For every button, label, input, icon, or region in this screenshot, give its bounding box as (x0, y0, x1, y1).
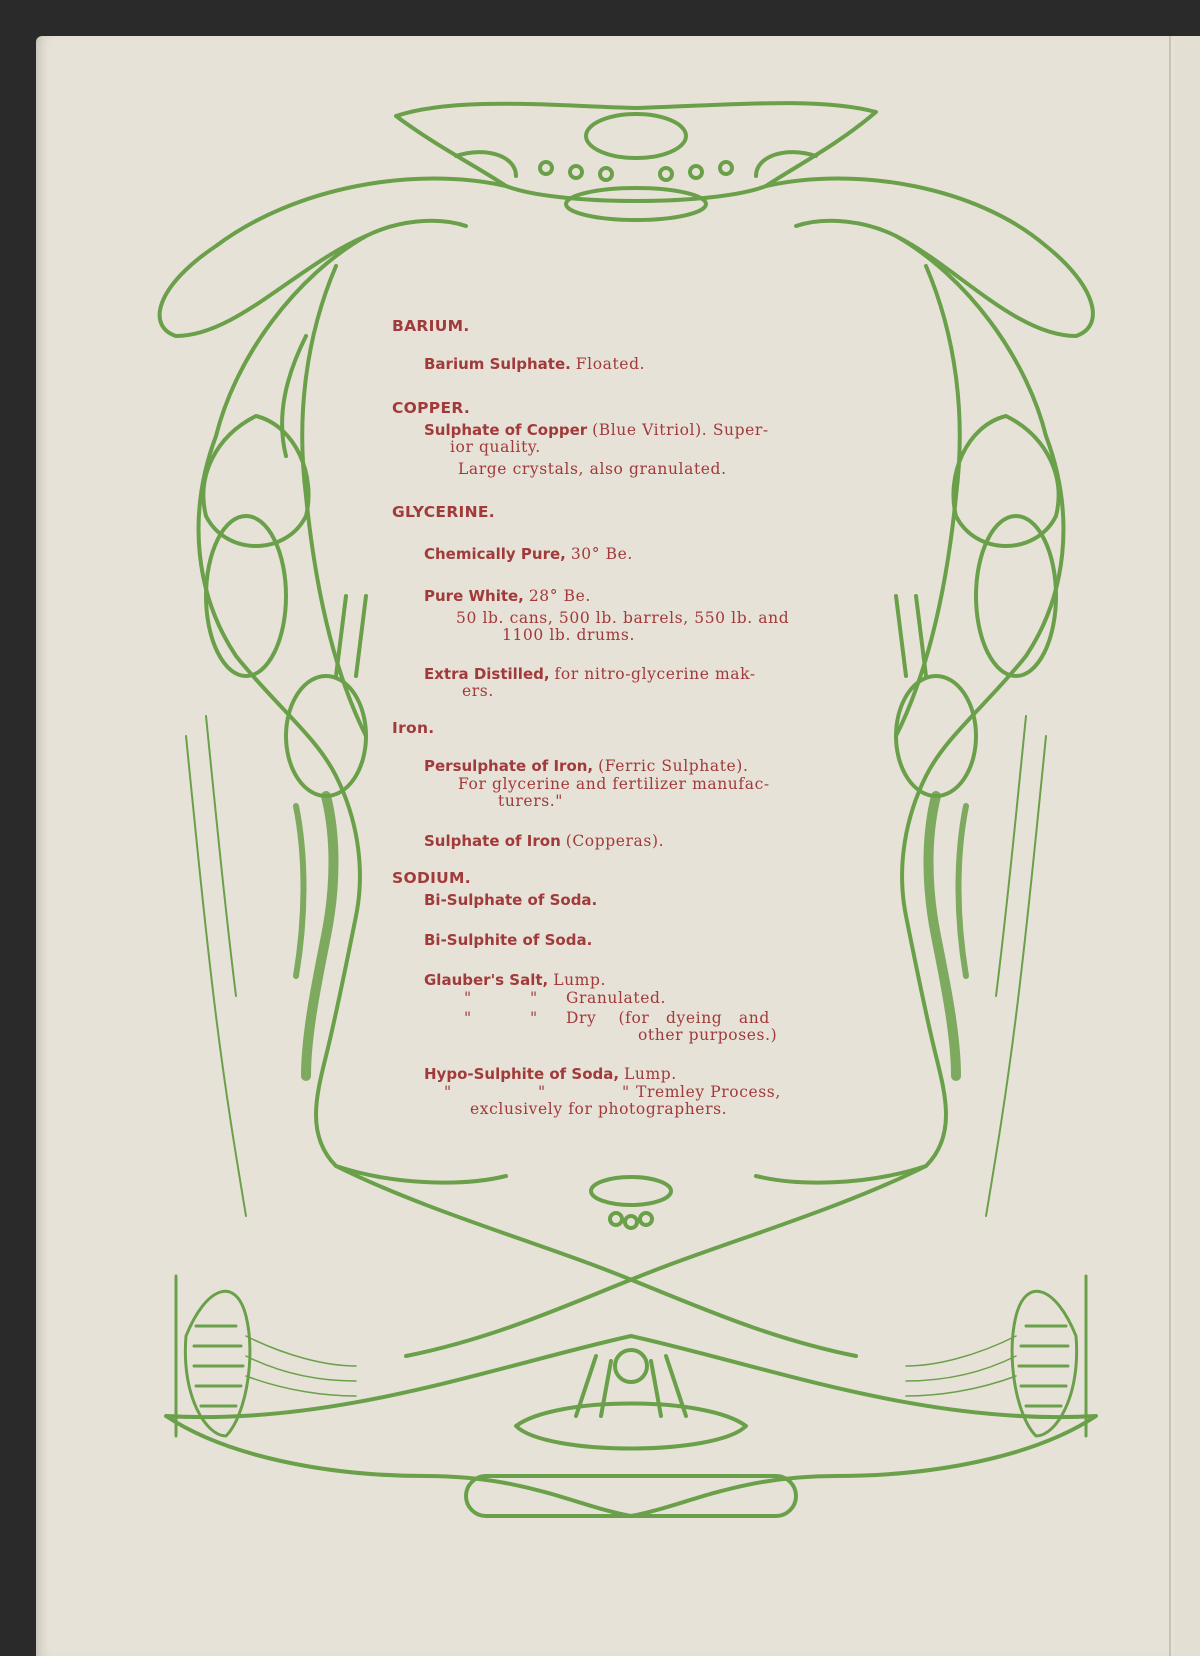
ditto-mark: " (464, 1009, 472, 1027)
chemically-pure-item (424, 546, 633, 563)
item-desc-line: Large crystals, also granulated. (458, 460, 727, 478)
item-desc: (Blue Vitriol). Super- (592, 421, 769, 439)
item-name: Persulphate of Iron, (424, 757, 594, 775)
item-desc: 30° Be. (570, 545, 633, 563)
item-desc-line: 50 lb. cans, 500 lb. barrels, 550 lb. and (456, 609, 790, 627)
item-desc-line: exclusively for photographers. (470, 1100, 728, 1118)
section-heading-barium: BARIUM. (392, 317, 470, 335)
item-name: Pure White, (424, 587, 524, 605)
ditto-mark: " (530, 989, 538, 1007)
hypo-sulphite-of-soda-item (424, 1066, 677, 1083)
bi-sulphate-of-soda-item: Bi-Sulphate of Soda. (424, 891, 598, 909)
section-heading-iron: Iron. (392, 719, 435, 737)
sulphate-of-copper-item (424, 422, 769, 439)
item-desc-line: Dry (for dyeing and (566, 1009, 770, 1027)
persulphate-of-iron-item (424, 758, 748, 775)
pure-white-item (424, 588, 591, 605)
ditto-mark: " (622, 1083, 630, 1101)
item-desc: 28° Be. (528, 587, 591, 605)
right-frame-branch (756, 179, 1093, 1217)
item-name: Glauber's Salt, (424, 971, 549, 989)
item-name: Extra Distilled, (424, 665, 550, 683)
item-desc: (Ferric Sulphate). (598, 757, 749, 775)
ditto-mark: " (538, 1083, 546, 1101)
item-desc-line: Tremley Process, (636, 1083, 781, 1101)
item-desc-line: For glycerine and fertilizer manufac- (458, 775, 770, 793)
glaubers-salt-item (424, 972, 606, 989)
item-desc-line: turers." (498, 792, 564, 810)
item-desc-line: 1100 lb. drums. (502, 626, 635, 644)
sulphate-of-iron-item (424, 833, 664, 850)
catalog-page (36, 36, 1200, 1656)
section-heading-copper: COPPER. (392, 399, 471, 417)
ditto-mark: " (464, 989, 472, 1007)
section-heading-sodium: SODIUM. (392, 869, 471, 887)
item-desc-line: ior quality. (450, 438, 541, 456)
item-desc: Lump. (624, 1065, 677, 1083)
item-desc-line: other purposes.) (638, 1026, 778, 1044)
item-name: Sulphate of Iron (424, 832, 561, 850)
item-desc: (Copperas). (565, 832, 665, 850)
item-name: Hypo-Sulphite of Soda, (424, 1065, 620, 1083)
bi-sulphite-of-soda-item: Bi-Sulphite of Soda. (424, 931, 593, 949)
item-name: Sulphate of Copper (424, 421, 588, 439)
item-desc: Floated. (575, 355, 646, 373)
ditto-mark: " (530, 1009, 538, 1027)
section-heading-glycerine: GLYCERINE. (392, 503, 495, 521)
lower-crossing-ornament (336, 1166, 926, 1356)
item-name: Chemically Pure, (424, 545, 566, 563)
item-desc-line: Granulated. (566, 989, 667, 1007)
extra-distilled-item (424, 666, 756, 683)
item-desc-line: ers. (462, 682, 494, 700)
item-name: Barium Sulphate. (424, 355, 571, 373)
barium-sulphate-item (424, 356, 645, 373)
top-crest-ornament (396, 103, 876, 220)
item-desc: Lump. (553, 971, 607, 989)
ditto-mark: " (444, 1083, 452, 1101)
bottom-base-ornament (166, 1276, 1096, 1516)
item-desc: for nitro-glycerine mak- (554, 665, 756, 683)
